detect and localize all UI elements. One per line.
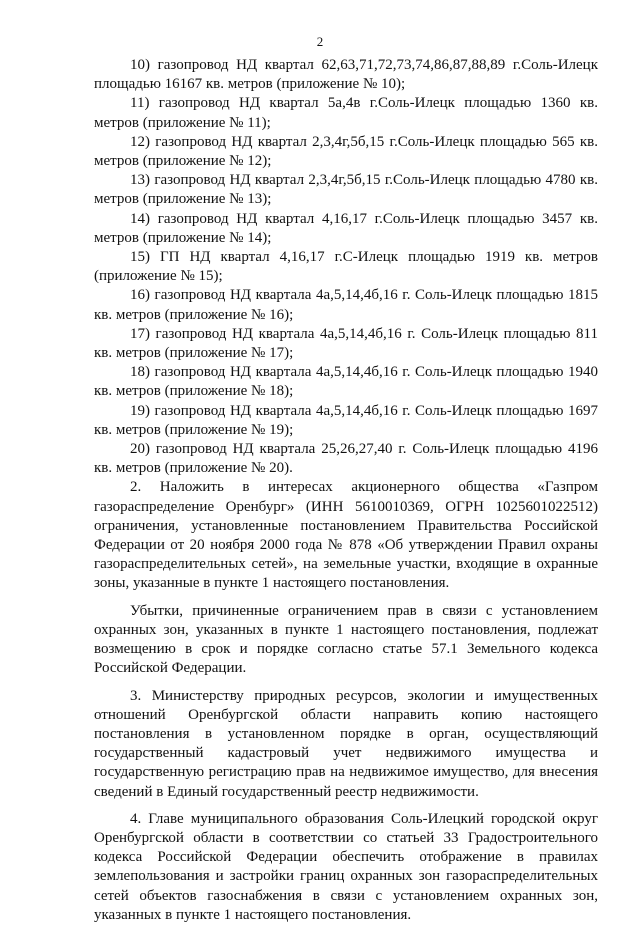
paragraph-4-municipality: 4. Главе муниципального образования Соль-Илецкий городской округ Оренбургской области в соответствии со статьей 33 Градостроительного кодекса Российской Федерации обеспечить отображение в правилах землепользования и застройки границ охранных зон газораспределительных сетей объектов газоснабжения в связи с установлением охранных зон, указанных в пункте 1 настоящего постановления.: [94, 810, 598, 923]
list-item-14: 14) газопровод НД квартал 4,16,17 г.Соль-Илецк площадью 3457 кв. метров (приложение № 14);: [94, 210, 598, 246]
list-item-16: 16) газопровод НД квартала 4а,5,14,4б,16 г. Соль-Илецк площадью 1815 кв. метров (приложение № 16);: [94, 287, 598, 323]
paragraph-2-restrictions: 2. Наложить в интересах акционерного общества «Газпром газораспределение Оренбург» (ИНН 5610010369, ОГРН 1025601022512) ограничения, установленные постановлением Правительства Российской Федерации от 20 ноября 2000 года № 878 «Об утверждении Правил охраны газораспределительных сетей», на земельные участки, входящие в охранные зоны, указанные в пункте 1 настоящего постановления.: [94, 479, 598, 592]
list-item-17: 17) газопровод НД квартала 4а,5,14,4б,16 г. Соль-Илецк площадью 811 кв. метров (приложение № 17);: [94, 325, 598, 362]
list-item-20: 20) газопровод НД квартала 25,26,27,40 г. Соль-Илецк площадью 4196 кв. метров (приложение № 20).: [94, 441, 598, 477]
list-item-10: 10) газопровод НД квартал 62,63,71,72,73,74,86,87,88,89 г.Соль-Илецк площадью 16167 кв. метров (приложение № 10);: [94, 57, 598, 93]
list-item-13: 13) газопровод НД квартал 2,3,4г,5б,15 г.Соль-Илецк площадью 4780 кв. метров (приложение № 13);: [94, 172, 598, 208]
paragraph-losses-compensation: Убытки, причиненные ограничением прав в связи с установлением охранных зон, указанных в пункте 1 настоящего постановления, подлежат возмещению в срок и порядке согласно статье 57.1 Земельного кодекса Российской Федерации.: [94, 602, 598, 677]
page-number: 2: [316, 34, 324, 49]
list-item-18: 18) газопровод НД квартала 4а,5,14,4б,16 г. Соль-Илецк площадью 1940 кв. метров (приложение № 18);: [94, 364, 598, 400]
paragraph-3-ministry: 3. Министерству природных ресурсов, экологии и имущественных отношений Оренбургской области направить копию настоящего постановления в установленном порядке в орган, осуществляющий государственный кадастровый учет недвижимого имущества и государственную регистрацию прав на недвижимое имущество, для внесения сведений в Единый государственный реестр недвижимости.: [94, 687, 598, 800]
list-item-19: 19) газопровод НД квартала 4а,5,14,4б,16 г. Соль-Илецк площадью 1697 кв. метров (приложение № 19);: [94, 402, 598, 438]
list-item-12: 12) газопровод НД квартал 2,3,4г,5б,15 г.Соль-Илецк площадью 565 кв. метров (приложение № 12);: [94, 133, 598, 170]
list-item-15: 15) ГП НД квартал 4,16,17 г.С-Илецк площадью 1919 кв. метров (приложение № 15);: [94, 249, 598, 285]
list-item-11: 11) газопровод НД квартал 5а,4в г.Соль-Илецк площадью 1360 кв. метров (приложение № 11);: [94, 95, 598, 131]
document-body: [94, 56, 598, 925]
